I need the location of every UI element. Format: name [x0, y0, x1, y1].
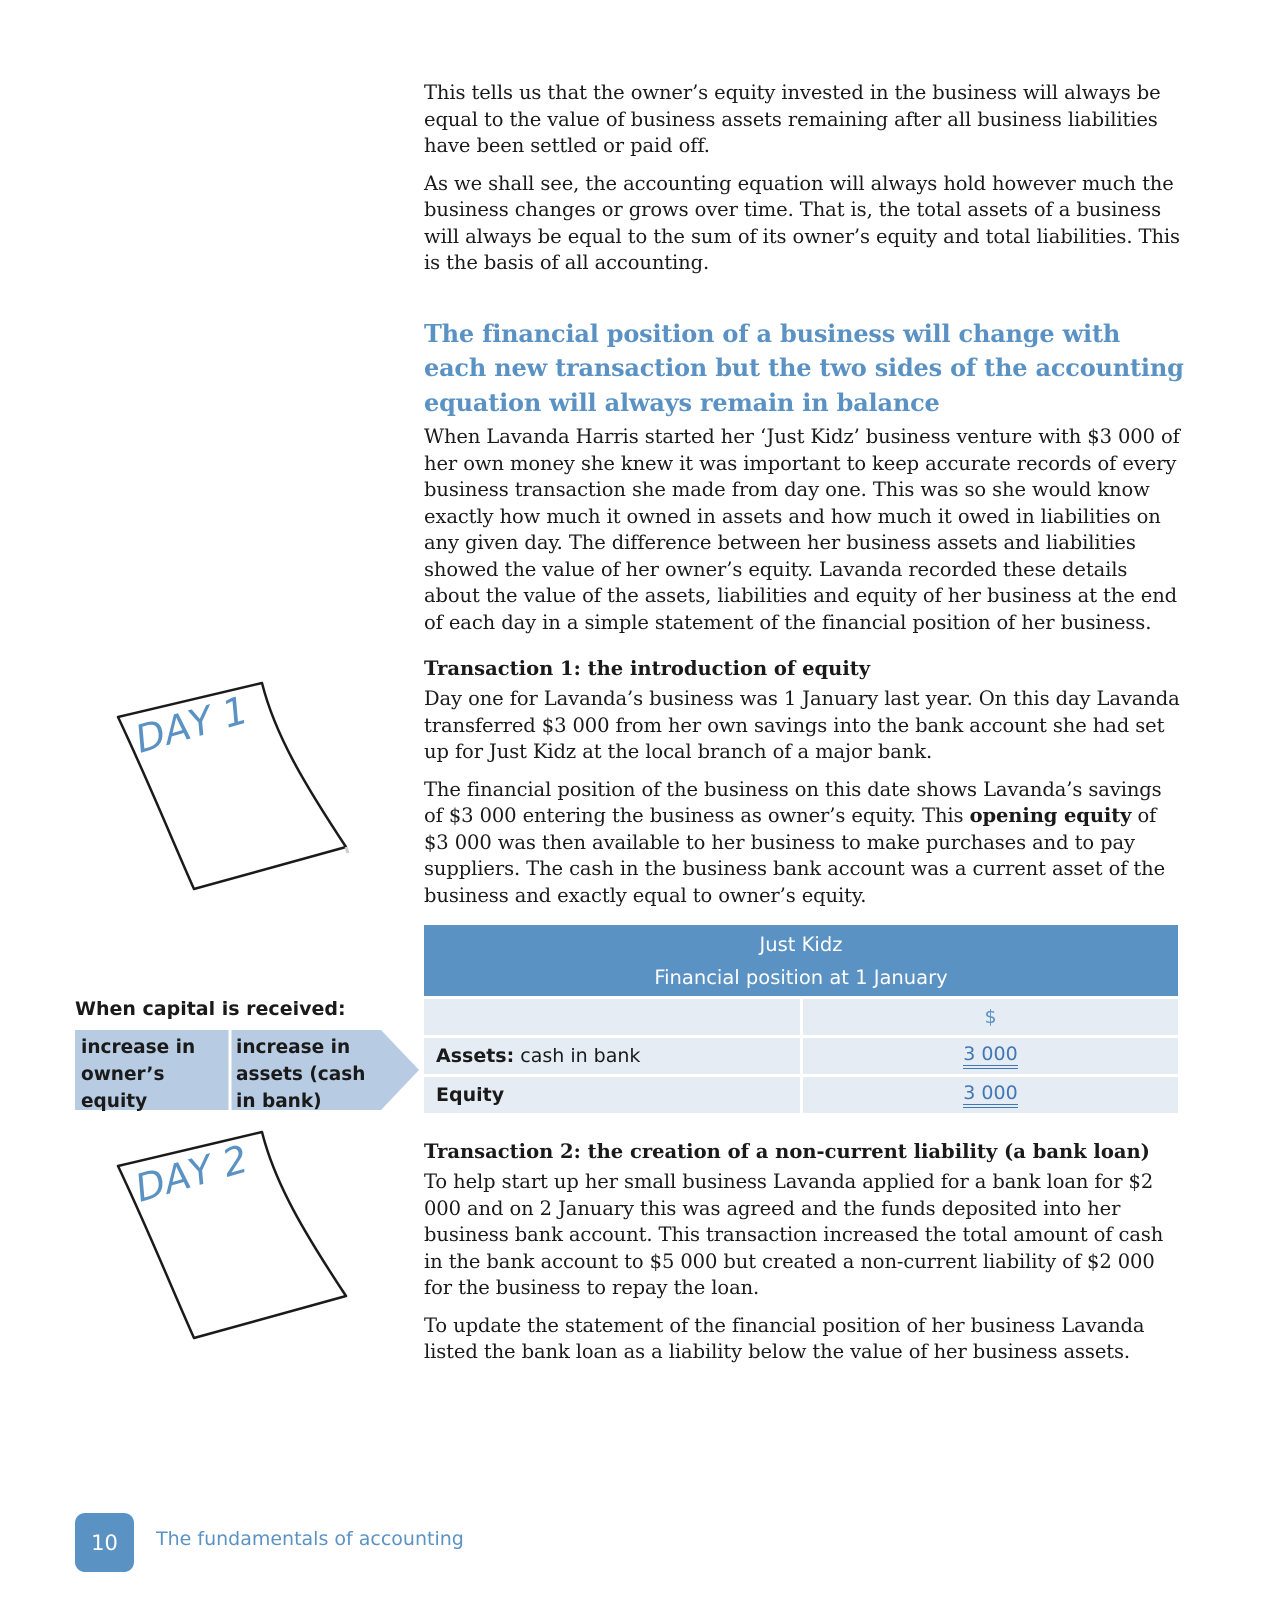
chevron-right-text: increase in assets (cash in bank): [236, 1037, 366, 1112]
row-label-bold: Assets:: [436, 1045, 515, 1067]
chapter-title: The fundamentals of accounting: [156, 1528, 464, 1550]
intro-paragraph-2: As we shall see, the accounting equation will always hold however much the business changes or grows over time. That is, the total assets of a business will always be equal to the sum of its owner’s equity and total liabilities. This is the basis of all accounting.: [424, 171, 1180, 274]
intro-paragraph-1: This tells us that the owner’s equity invested in the business will always be equal to the value of business assets remaining after all business liabilities have been settled or paid off.: [424, 81, 1161, 157]
table-header: [424, 925, 1178, 996]
row-value: [803, 1035, 1178, 1074]
transaction-1-paragraph-1: Day one for Lavanda’s business was 1 January last year. On this day Lavanda transferred $3 000 from her own savings into the bank account she had set up for Just Kidz at the local branch of a major bank.: [424, 687, 1180, 763]
main-column: [424, 80, 1184, 1377]
row-label: [424, 1074, 803, 1113]
section-paragraph: When Lavanda Harris started her ‘Just Kidz’ business venture with $3 000 of her own money she knew it was important to keep accurate records of every business transaction she made from day one. This was so she would know exactly how much it owned in assets and how much it owed in liabilities on any given day. The difference between her business assets and liabilities showed the value of her owner’s equity. Lavanda recorded these details about the value of the assets, liabilities and equity of her business at the end of each day in a simple statement of the financial position of her business.: [424, 425, 1180, 634]
day-1-label: DAY 1: [130, 687, 253, 762]
section-heading: The financial position of a business will change with each new transaction but the two sides of the accounting equation will always remain in balance: [424, 318, 1184, 417]
transaction-2-paragraph-2: To update the statement of the financial position of her business Lavanda listed the bank loan as a liability below the value of her business assets.: [424, 1313, 1145, 1363]
transaction-1-title: Transaction 1: the introduction of equity: [424, 657, 871, 680]
row-value: [803, 1074, 1178, 1113]
opening-equity-term: opening equity: [969, 804, 1132, 827]
transaction-2-title: Transaction 2: the creation of a non-current liability (a bank loan): [424, 1140, 1150, 1163]
page-number: 10: [75, 1513, 134, 1572]
row-label: [424, 1035, 803, 1074]
day-2-note-illustration: [110, 1124, 370, 1364]
note-title: When capital is received:: [75, 998, 346, 1020]
capital-received-note: [75, 998, 435, 1110]
row-label-text: cash in bank: [514, 1045, 641, 1067]
table-row: [424, 1035, 1178, 1074]
chevron-left-text: increase in owner’s equity: [81, 1037, 196, 1112]
table-row: [424, 1074, 1178, 1113]
transaction-1-paragraph-2: [424, 777, 1184, 910]
table-subtitle: Financial position at 1 January: [654, 966, 948, 989]
table-currency: $: [803, 996, 1178, 1035]
row-value-text: 3 000: [963, 1043, 1017, 1069]
financial-position-table: [424, 925, 1178, 1113]
day-1-note-illustration: [110, 675, 370, 915]
transaction-2-paragraph-1: To help start up her small business Lavanda applied for a bank loan for $2 000 and on 2 January this was agreed and the funds deposited into her business bank account. This transaction increased the total amount of cash in the bank account to $5 000 but created a non-current liability of $2 000 for the business to repay the loan.: [424, 1170, 1164, 1299]
p2-before: The financial position of the business on this date shows Lavanda’s savings of $3 000 entering the business as owner’s equity. This: [424, 777, 1162, 827]
row-value-text: 3 000: [963, 1082, 1017, 1108]
day-2-label: DAY 2: [130, 1136, 253, 1211]
p2-after: of $3 000 was then available to her business to make purchases and to pay suppliers. The cash in the business bank account was a current asset of the business and exactly equal to owner’s equity.: [424, 804, 1166, 907]
equation-chevron: [75, 1030, 425, 1110]
table-title: Just Kidz: [759, 933, 843, 956]
row-label-bold: Equity: [436, 1084, 505, 1106]
table-currency-blank: [424, 996, 803, 1035]
